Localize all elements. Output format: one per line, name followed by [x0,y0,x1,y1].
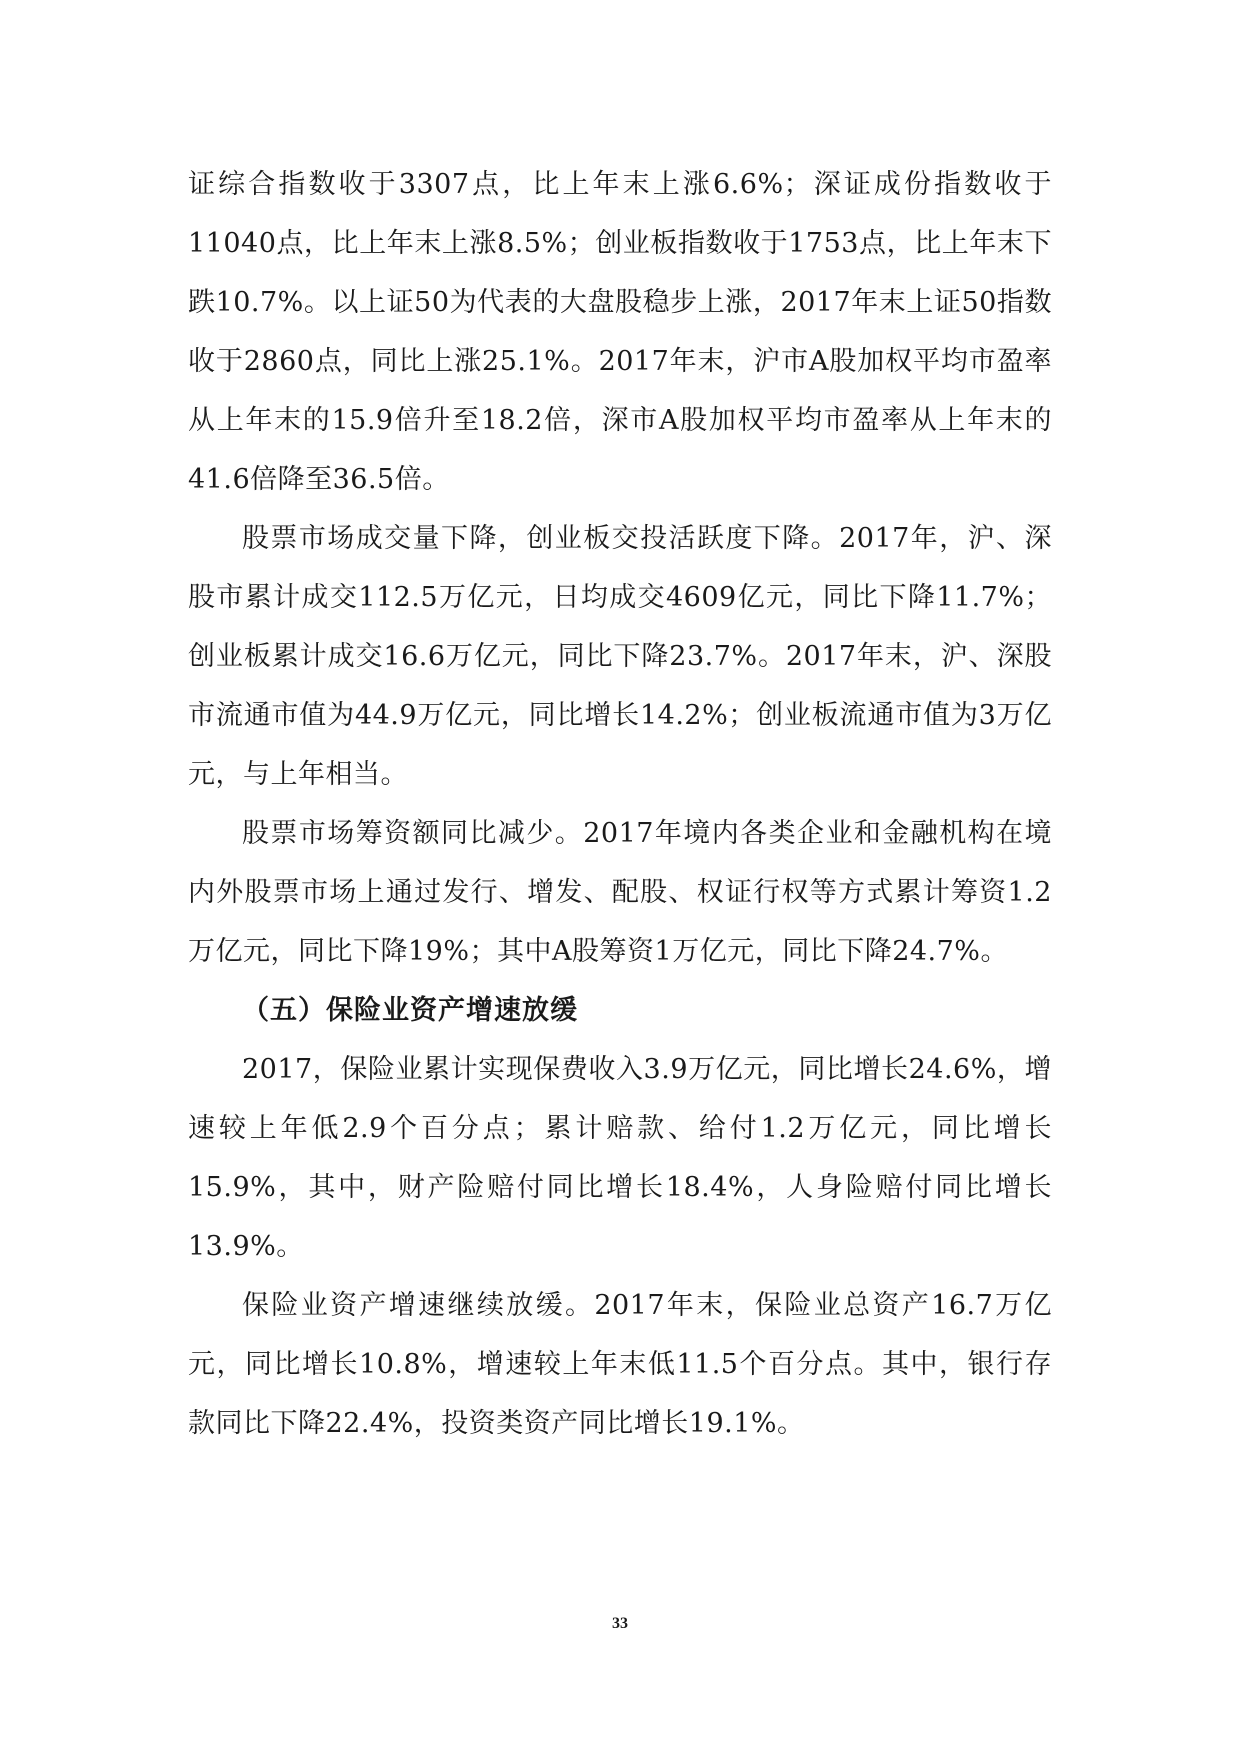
page-number: 33 [612,1615,628,1632]
paragraph-insurance-assets: 保险业资产增速继续放缓。2017年末，保险业总资产16.7万亿元，同比增长10.8%，增速较上年末低11.5个百分点。其中，银行存款同比下降22.4%，投资类资产同比增长19.1%。 [188,1290,1052,1439]
section-heading: （五）保险业资产增速放缓 [242,995,578,1026]
paragraph-stock-index: 证综合指数收于3307点，比上年末上涨6.6%；深证成份指数收于11040点，比上年末上涨8.5%；创业板指数收于1753点，比上年末下跌10.7%。以上证50为代表的大盘股稳步上涨，2017年末上证50指数收于2860点，同比上涨25.1%。2017年末，沪市A股加权平均市盈率从上年末的15.9倍升至18.2倍，深市A股加权平均市盈率从上年末的41.6倍降至36.5倍。 [188,169,1052,495]
paragraph-stock-financing: 股票市场筹资额同比减少。2017年境内各类企业和金融机构在境内外股票市场上通过发行、增发、配股、权证行权等方式累计筹资1.2万亿元，同比下降19%；其中A股筹资1万亿元，同比下降24.7%。 [188,818,1052,967]
page-body [188,155,1052,1453]
paragraph-trading-volume: 股票市场成交量下降，创业板交投活跃度下降。2017年，沪、深股市累计成交112.5万亿元，日均成交4609亿元，同比下降11.7%；创业板累计成交16.6万亿元，同比下降23.7%。2017年末，沪、深股市流通市值为44.9万亿元，同比增长14.2%；创业板流通市值为3万亿元，与上年相当。 [188,523,1052,790]
paragraph-insurance-premium: 2017，保险业累计实现保费收入3.9万亿元，同比增长24.6%，增速较上年低2.9个百分点；累计赔款、给付1.2万亿元，同比增长15.9%，其中，财产险赔付同比增长18.4%，人身险赔付同比增长13.9%。 [188,1054,1052,1262]
